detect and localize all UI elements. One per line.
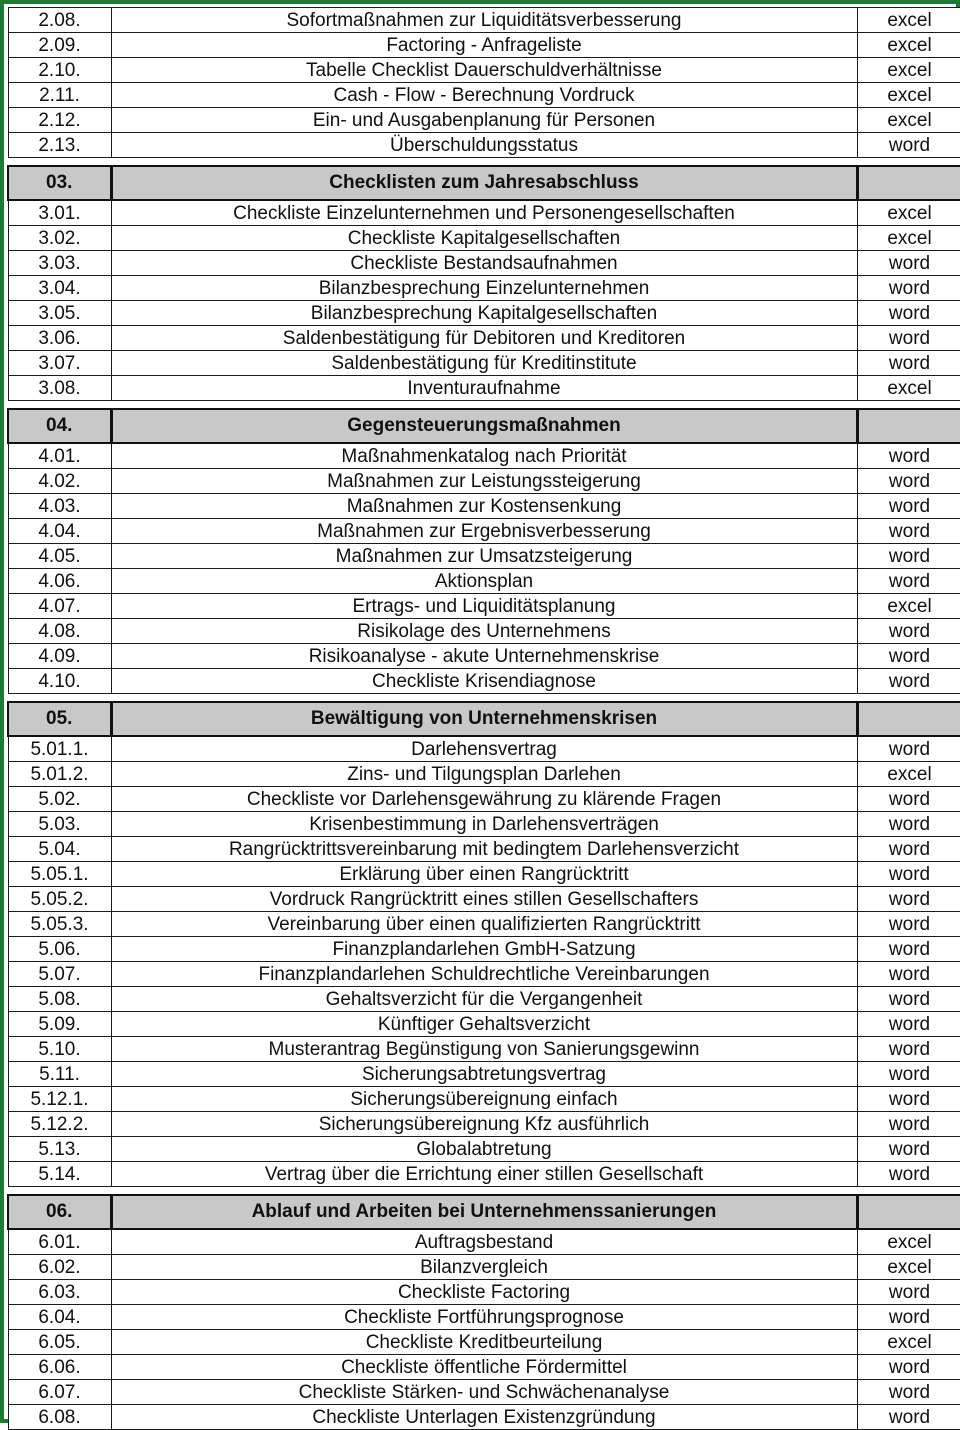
file-type: word <box>857 962 960 987</box>
file-type: word <box>857 1280 960 1305</box>
table-row <box>8 987 960 1012</box>
file-type: word <box>857 987 960 1012</box>
file-type: excel <box>857 376 960 401</box>
table-row <box>8 1112 960 1137</box>
file-type: word <box>857 736 960 762</box>
file-type: excel <box>857 1229 960 1255</box>
table-row <box>8 544 960 569</box>
item-number: 5.12.2. <box>8 1112 111 1137</box>
item-title: Überschuldungsstatus <box>111 133 857 158</box>
item-title: Sicherungsabtretungsvertrag <box>111 1062 857 1087</box>
section-header-row <box>8 702 960 736</box>
table-row <box>8 812 960 837</box>
table-row <box>8 1012 960 1037</box>
table-row <box>8 1380 960 1405</box>
item-number: 4.10. <box>8 669 111 694</box>
file-type: excel <box>857 58 960 83</box>
section-number: 03. <box>8 166 111 200</box>
table-row <box>8 887 960 912</box>
file-type: word <box>857 912 960 937</box>
section-title: Bewältigung von Unternehmenskrisen <box>111 702 857 736</box>
item-title: Finanzplandarlehen Schuldrechtliche Vereinbarungen <box>111 962 857 987</box>
file-type: word <box>857 1405 960 1430</box>
item-number: 6.02. <box>8 1255 111 1280</box>
section-title: Gegensteuerungsmaßnahmen <box>111 409 857 443</box>
item-number: 5.11. <box>8 1062 111 1087</box>
table-row <box>8 862 960 887</box>
table-row <box>8 1137 960 1162</box>
item-title: Finanzplandarlehen GmbH-Satzung <box>111 937 857 962</box>
item-number: 5.05.3. <box>8 912 111 937</box>
item-title: Sicherungsübereignung einfach <box>111 1087 857 1112</box>
item-number: 4.05. <box>8 544 111 569</box>
file-type: word <box>857 469 960 494</box>
item-number: 6.04. <box>8 1305 111 1330</box>
file-type: word <box>857 276 960 301</box>
file-type: word <box>857 669 960 694</box>
file-type: excel <box>857 200 960 226</box>
item-number: 5.13. <box>8 1137 111 1162</box>
file-type: word <box>857 1112 960 1137</box>
item-title: Saldenbestätigung für Kreditinstitute <box>111 351 857 376</box>
item-title: Musterantrag Begünstigung von Sanierungsgewinn <box>111 1037 857 1062</box>
item-number: 5.02. <box>8 787 111 812</box>
table-row <box>8 1037 960 1062</box>
file-type: word <box>857 1162 960 1187</box>
item-title: Künftiger Gehaltsverzicht <box>111 1012 857 1037</box>
item-number: 2.12. <box>8 108 111 133</box>
item-title: Maßnahmen zur Leistungssteigerung <box>111 469 857 494</box>
table-row <box>8 494 960 519</box>
item-title: Checkliste Factoring <box>111 1280 857 1305</box>
file-type: word <box>857 544 960 569</box>
file-type: word <box>857 351 960 376</box>
item-number: 6.07. <box>8 1380 111 1405</box>
item-number: 5.03. <box>8 812 111 837</box>
item-title: Vordruck Rangrücktritt eines stillen Gesellschafters <box>111 887 857 912</box>
file-type: word <box>857 326 960 351</box>
table-row <box>8 8 960 33</box>
section-type-cell <box>857 166 960 200</box>
file-type: word <box>857 1087 960 1112</box>
item-title: Ertrags- und Liquiditätsplanung <box>111 594 857 619</box>
section-number: 06. <box>8 1195 111 1229</box>
table-row <box>8 58 960 83</box>
item-title: Bilanzvergleich <box>111 1255 857 1280</box>
item-number: 5.06. <box>8 937 111 962</box>
section-header-row <box>8 409 960 443</box>
item-title: Checkliste Krisendiagnose <box>111 669 857 694</box>
table-row <box>8 83 960 108</box>
file-type: word <box>857 1037 960 1062</box>
section-title: Ablauf und Arbeiten bei Unternehmenssanierungen <box>111 1195 857 1229</box>
table-row <box>8 962 960 987</box>
table-row <box>8 443 960 469</box>
item-number: 5.07. <box>8 962 111 987</box>
table-row <box>8 569 960 594</box>
item-title: Checkliste Stärken- und Schwächenanalyse <box>111 1380 857 1405</box>
item-title: Krisenbestimmung in Darlehensverträgen <box>111 812 857 837</box>
item-title: Erklärung über einen Rangrücktritt <box>111 862 857 887</box>
item-title: Gehaltsverzicht für die Vergangenheit <box>111 987 857 1012</box>
item-number: 5.05.1. <box>8 862 111 887</box>
item-title: Checkliste vor Darlehensgewährung zu klärende Fragen <box>111 787 857 812</box>
item-title: Checkliste Fortführungsprognose <box>111 1305 857 1330</box>
table-row <box>8 1305 960 1330</box>
item-number: 2.09. <box>8 33 111 58</box>
file-type: word <box>857 862 960 887</box>
file-type: word <box>857 1380 960 1405</box>
section-spacer <box>8 158 960 167</box>
item-number: 5.08. <box>8 987 111 1012</box>
spacer-cell <box>8 694 960 703</box>
file-type: word <box>857 251 960 276</box>
section-spacer <box>8 694 960 703</box>
table-row <box>8 469 960 494</box>
file-type: word <box>857 569 960 594</box>
item-title: Maßnahmen zur Umsatzsteigerung <box>111 544 857 569</box>
file-type: excel <box>857 108 960 133</box>
file-type: word <box>857 812 960 837</box>
table-row <box>8 1405 960 1430</box>
item-title: Maßnahmen zur Kostensenkung <box>111 494 857 519</box>
item-title: Cash - Flow - Berechnung Vordruck <box>111 83 857 108</box>
item-title: Checkliste öffentliche Fördermittel <box>111 1355 857 1380</box>
item-number: 3.06. <box>8 326 111 351</box>
item-number: 2.08. <box>8 8 111 33</box>
file-type: excel <box>857 762 960 787</box>
section-type-cell <box>857 702 960 736</box>
file-type: word <box>857 937 960 962</box>
table-row <box>8 108 960 133</box>
item-number: 4.06. <box>8 569 111 594</box>
table-row <box>8 1255 960 1280</box>
table-row <box>8 594 960 619</box>
table-row <box>8 619 960 644</box>
item-title: Checkliste Kapitalgesellschaften <box>111 226 857 251</box>
item-number: 3.02. <box>8 226 111 251</box>
table-row <box>8 644 960 669</box>
file-type: word <box>857 301 960 326</box>
item-title: Risikoanalyse - akute Unternehmenskrise <box>111 644 857 669</box>
table-row <box>8 33 960 58</box>
section-number: 05. <box>8 702 111 736</box>
item-number: 3.05. <box>8 301 111 326</box>
item-number: 4.04. <box>8 519 111 544</box>
table-row <box>8 276 960 301</box>
item-number: 6.05. <box>8 1330 111 1355</box>
file-type: excel <box>857 8 960 33</box>
item-number: 4.08. <box>8 619 111 644</box>
file-type: word <box>857 443 960 469</box>
item-number: 3.03. <box>8 251 111 276</box>
file-type: word <box>857 133 960 158</box>
file-type: word <box>857 619 960 644</box>
item-title: Inventuraufnahme <box>111 376 857 401</box>
table-row <box>8 351 960 376</box>
item-title: Checkliste Einzelunternehmen und Personengesellschaften <box>111 200 857 226</box>
file-type: word <box>857 1355 960 1380</box>
section-number: 04. <box>8 409 111 443</box>
item-number: 4.02. <box>8 469 111 494</box>
item-title: Vereinbarung über einen qualifizierten Rangrücktritt <box>111 912 857 937</box>
file-type: excel <box>857 1330 960 1355</box>
table-row <box>8 912 960 937</box>
item-number: 6.03. <box>8 1280 111 1305</box>
table-row <box>8 301 960 326</box>
item-title: Darlehensvertrag <box>111 736 857 762</box>
item-number: 2.10. <box>8 58 111 83</box>
item-number: 6.01. <box>8 1229 111 1255</box>
table-row <box>8 519 960 544</box>
file-type: word <box>857 887 960 912</box>
item-title: Checkliste Kreditbeurteilung <box>111 1330 857 1355</box>
item-number: 5.10. <box>8 1037 111 1062</box>
file-type: word <box>857 1012 960 1037</box>
table-row <box>8 200 960 226</box>
item-title: Saldenbestätigung für Debitoren und Kreditoren <box>111 326 857 351</box>
item-title: Zins- und Tilgungsplan Darlehen <box>111 762 857 787</box>
item-number: 5.12.1. <box>8 1087 111 1112</box>
spacer-cell <box>8 158 960 167</box>
item-title: Checkliste Unterlagen Existenzgründung <box>111 1405 857 1430</box>
item-number: 5.01.2. <box>8 762 111 787</box>
table-row <box>8 326 960 351</box>
item-number: 2.11. <box>8 83 111 108</box>
item-number: 5.09. <box>8 1012 111 1037</box>
spacer-cell <box>8 1187 960 1196</box>
checklist-table-body <box>8 8 960 1430</box>
item-title: Checkliste Bestandsaufnahmen <box>111 251 857 276</box>
file-type: word <box>857 1062 960 1087</box>
spacer-cell <box>8 401 960 410</box>
checklist-table <box>7 7 960 1430</box>
table-row <box>8 1162 960 1187</box>
item-number: 4.01. <box>8 443 111 469</box>
section-title: Checklisten zum Jahresabschluss <box>111 166 857 200</box>
item-number: 4.03. <box>8 494 111 519</box>
section-spacer <box>8 401 960 410</box>
item-title: Auftragsbestand <box>111 1229 857 1255</box>
file-type: excel <box>857 594 960 619</box>
item-number: 5.14. <box>8 1162 111 1187</box>
item-number: 4.07. <box>8 594 111 619</box>
item-number: 3.04. <box>8 276 111 301</box>
table-row <box>8 376 960 401</box>
item-number: 5.04. <box>8 837 111 862</box>
file-type: word <box>857 644 960 669</box>
item-title: Aktionsplan <box>111 569 857 594</box>
item-title: Bilanzbesprechung Einzelunternehmen <box>111 276 857 301</box>
item-title: Tabelle Checklist Dauerschuldverhältnisse <box>111 58 857 83</box>
table-row <box>8 226 960 251</box>
table-row <box>8 1087 960 1112</box>
file-type: word <box>857 1137 960 1162</box>
item-title: Rangrücktrittsvereinbarung mit bedingtem Darlehensverzicht <box>111 837 857 862</box>
file-type: excel <box>857 83 960 108</box>
item-number: 3.08. <box>8 376 111 401</box>
table-row <box>8 937 960 962</box>
table-row <box>8 133 960 158</box>
file-type: excel <box>857 1255 960 1280</box>
item-title: Bilanzbesprechung Kapitalgesellschaften <box>111 301 857 326</box>
item-number: 6.06. <box>8 1355 111 1380</box>
table-row <box>8 251 960 276</box>
file-type: excel <box>857 33 960 58</box>
table-row <box>8 762 960 787</box>
item-title: Risikolage des Unternehmens <box>111 619 857 644</box>
section-header-row <box>8 1195 960 1229</box>
file-type: word <box>857 519 960 544</box>
table-row <box>8 1330 960 1355</box>
file-type: word <box>857 1305 960 1330</box>
item-title: Sicherungsübereignung Kfz ausführlich <box>111 1112 857 1137</box>
item-title: Maßnahmen zur Ergebnisverbesserung <box>111 519 857 544</box>
section-type-cell <box>857 409 960 443</box>
item-title: Factoring - Anfrageliste <box>111 33 857 58</box>
item-title: Globalabtretung <box>111 1137 857 1162</box>
item-number: 3.07. <box>8 351 111 376</box>
file-type: word <box>857 494 960 519</box>
table-row <box>8 1280 960 1305</box>
item-number: 5.01.1. <box>8 736 111 762</box>
section-type-cell <box>857 1195 960 1229</box>
table-row <box>8 787 960 812</box>
table-row <box>8 1229 960 1255</box>
item-title: Vertrag über die Errichtung einer stillen Gesellschaft <box>111 1162 857 1187</box>
file-type: word <box>857 837 960 862</box>
file-type: excel <box>857 226 960 251</box>
item-number: 5.05.2. <box>8 887 111 912</box>
section-spacer <box>8 1187 960 1196</box>
item-number: 6.08. <box>8 1405 111 1430</box>
table-row <box>8 669 960 694</box>
table-row <box>8 1062 960 1087</box>
item-number: 2.13. <box>8 133 111 158</box>
item-title: Sofortmaßnahmen zur Liquiditätsverbesserung <box>111 8 857 33</box>
item-number: 3.01. <box>8 200 111 226</box>
section-header-row <box>8 166 960 200</box>
item-title: Maßnahmenkatalog nach Priorität <box>111 443 857 469</box>
table-row <box>8 736 960 762</box>
file-type: word <box>857 787 960 812</box>
item-title: Ein- und Ausgabenplanung für Personen <box>111 108 857 133</box>
table-row <box>8 1355 960 1380</box>
table-row <box>8 837 960 862</box>
item-number: 4.09. <box>8 644 111 669</box>
